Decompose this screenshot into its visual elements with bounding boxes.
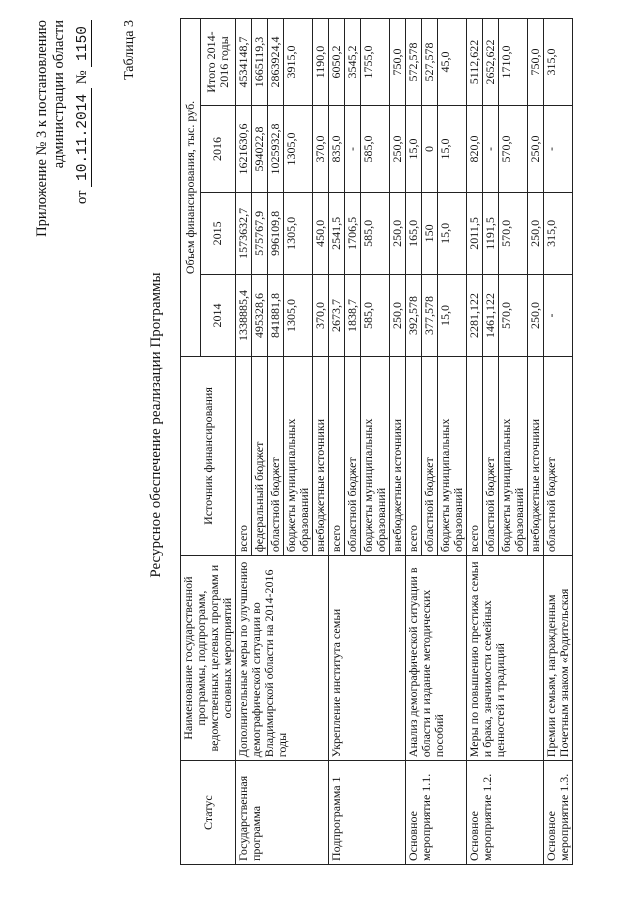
- value-2014: 15,0: [438, 274, 467, 356]
- value-2016: 570,0: [499, 106, 528, 193]
- funding-source: всего: [467, 356, 483, 555]
- funding-source: бюджеты муниципальных образований: [284, 356, 313, 555]
- funding-source: областной бюджет: [544, 356, 573, 555]
- value-total: 3545,2: [345, 19, 361, 106]
- value-2014: 841881,8: [268, 274, 284, 356]
- row-status: Основное мероприятие 1.3.: [544, 761, 573, 865]
- col-source-header: Источник финансирования: [181, 356, 236, 555]
- value-total: 750,0: [528, 19, 544, 106]
- value-total: 6050,2: [329, 19, 345, 106]
- value-2015: 1706,5: [345, 192, 361, 274]
- value-2015: 165,0: [406, 192, 422, 274]
- value-2015: 2011,5: [467, 192, 483, 274]
- value-2015: 250,0: [528, 192, 544, 274]
- row-program-name: Укрепление института семьи: [329, 556, 406, 761]
- value-total: 2863924,4: [268, 19, 284, 106]
- funding-source: областной бюджет: [483, 356, 499, 555]
- funding-source: федеральный бюджет: [252, 356, 268, 555]
- value-2015: 585,0: [361, 192, 390, 274]
- value-total: 527,578: [422, 19, 438, 106]
- order-date-number: [74, 20, 92, 237]
- order-number: 1150: [75, 20, 92, 67]
- col-total-header: Итого 2014-2016 годы: [200, 19, 235, 106]
- funding-source: бюджеты муниципальных образований: [438, 356, 467, 555]
- value-2014: 250,0: [528, 274, 544, 356]
- value-2014: 2673,7: [329, 274, 345, 356]
- row-program-name: Меры по повышению престижа семьи и брака, значимости семейных ценностей и традиций: [467, 556, 544, 761]
- value-total: 1190,0: [313, 19, 329, 106]
- value-2014: 1838,7: [345, 274, 361, 356]
- row-program-name: Дополнительные меры по улучшению демографической ситуации во Владимирской области на 2014-2016 годы: [236, 556, 329, 761]
- value-total: 750,0: [390, 19, 406, 106]
- col-2014-header: 2014: [200, 274, 235, 356]
- value-2016: 585,0: [361, 106, 390, 193]
- value-2015: 2541,5: [329, 192, 345, 274]
- value-total: 2652,622: [483, 19, 499, 106]
- funding-source: внебюджетные источники: [390, 356, 406, 555]
- value-2016: 835,0: [329, 106, 345, 193]
- value-2016: 15,0: [438, 106, 467, 193]
- row-program-name: Анализ демографической ситуации в области и издание методических пособий: [406, 556, 467, 761]
- value-2016: -: [483, 106, 499, 193]
- funding-source: областной бюджет: [422, 356, 438, 555]
- value-2014: 250,0: [390, 274, 406, 356]
- value-2015: 570,0: [499, 192, 528, 274]
- funding-source: всего: [329, 356, 345, 555]
- value-2015: 150: [422, 192, 438, 274]
- value-2015: 1191,5: [483, 192, 499, 274]
- col-2015-header: 2015: [200, 192, 235, 274]
- value-2016: 15,0: [406, 106, 422, 193]
- value-2015: 250,0: [390, 192, 406, 274]
- value-total: 572,578: [406, 19, 422, 106]
- value-2014: 2281,122: [467, 274, 483, 356]
- funding-source: внебюджетные источники: [528, 356, 544, 555]
- table-row: [406, 19, 422, 865]
- value-2015: 1573632,7: [236, 192, 252, 274]
- value-2016: 250,0: [390, 106, 406, 193]
- col-status-header: Статус: [181, 761, 236, 865]
- value-2015: 575767,9: [252, 192, 268, 274]
- value-2016: -: [544, 106, 573, 193]
- value-2015: 1305,0: [284, 192, 313, 274]
- value-2014: 585,0: [361, 274, 390, 356]
- table-row: [467, 19, 483, 865]
- document-title: Ресурсное обеспечение реализации Программы: [148, 272, 164, 578]
- row-status: Основное мероприятие 1.2.: [467, 761, 544, 865]
- value-2016: 594022,8: [252, 106, 268, 193]
- row-status: Основное мероприятие 1.1.: [406, 761, 467, 865]
- funding-source: всего: [236, 356, 252, 555]
- value-2014: 1305,0: [284, 274, 313, 356]
- appendix-header: [34, 20, 92, 237]
- value-2016: 820,0: [467, 106, 483, 193]
- value-total: 1710,0: [499, 19, 528, 106]
- appendix-line-1: Приложение № 3 к постановлению: [34, 20, 50, 237]
- value-2016: 1305,0: [284, 106, 313, 193]
- funding-source: всего: [406, 356, 422, 555]
- value-total: 5112,622: [467, 19, 483, 106]
- funding-table-body: [236, 19, 573, 865]
- value-2016: 0: [422, 106, 438, 193]
- row-program-name: Премии семьям, награжденным Почетным знаком «Родительская: [544, 556, 573, 761]
- value-total: 45,0: [438, 19, 467, 106]
- funding-source: областной бюджет: [345, 356, 361, 555]
- value-total: 1755,0: [361, 19, 390, 106]
- value-2016: 250,0: [528, 106, 544, 193]
- table-row: [329, 19, 345, 865]
- funding-table: [180, 18, 573, 865]
- col-2016-header: 2016: [200, 106, 235, 193]
- value-2014: 495328,6: [252, 274, 268, 356]
- value-2014: 1338885,4: [236, 274, 252, 356]
- value-2014: 370,0: [313, 274, 329, 356]
- value-2016: -: [345, 106, 361, 193]
- value-total: 3915,0: [284, 19, 313, 106]
- table-label: Таблица 3: [122, 20, 137, 80]
- value-2015: 450,0: [313, 192, 329, 274]
- value-total: 315,0: [544, 19, 573, 106]
- value-total: 1665119,3: [252, 19, 268, 106]
- value-2016: 1621630,6: [236, 106, 252, 193]
- value-2014: -: [544, 274, 573, 356]
- value-total: 4534148,7: [236, 19, 252, 106]
- value-2016: 1025932,8: [268, 106, 284, 193]
- row-status: Государственная программа: [236, 761, 329, 865]
- table-row: [544, 19, 573, 865]
- value-2015: 315,0: [544, 192, 573, 274]
- value-2014: 570,0: [499, 274, 528, 356]
- value-2014: 392,578: [406, 274, 422, 356]
- appendix-line-2: администрации области: [51, 20, 67, 169]
- col-name-header: Наименование государственной программы, подпрограмм, ведомственных целевых программ и основных мероприятий: [181, 556, 236, 761]
- funding-source: областной бюджет: [268, 356, 284, 555]
- date-prefix: от: [74, 190, 90, 204]
- value-2016: 370,0: [313, 106, 329, 193]
- funding-source: бюджеты муниципальных образований: [361, 356, 390, 555]
- value-2015: 15,0: [438, 192, 467, 274]
- value-2015: 996109,8: [268, 192, 284, 274]
- number-prefix: №: [74, 70, 90, 85]
- order-date: 10.11.2014: [75, 88, 92, 187]
- value-2014: 1461,122: [483, 274, 499, 356]
- col-funding-group-header: Объем финансирования, тыс. руб.: [181, 19, 201, 357]
- value-2014: 377,578: [422, 274, 438, 356]
- funding-source: внебюджетные источники: [313, 356, 329, 555]
- row-status: Подпрограмма 1: [329, 761, 406, 865]
- table-row: [236, 19, 252, 865]
- funding-source: бюджеты муниципальных образований: [499, 356, 528, 555]
